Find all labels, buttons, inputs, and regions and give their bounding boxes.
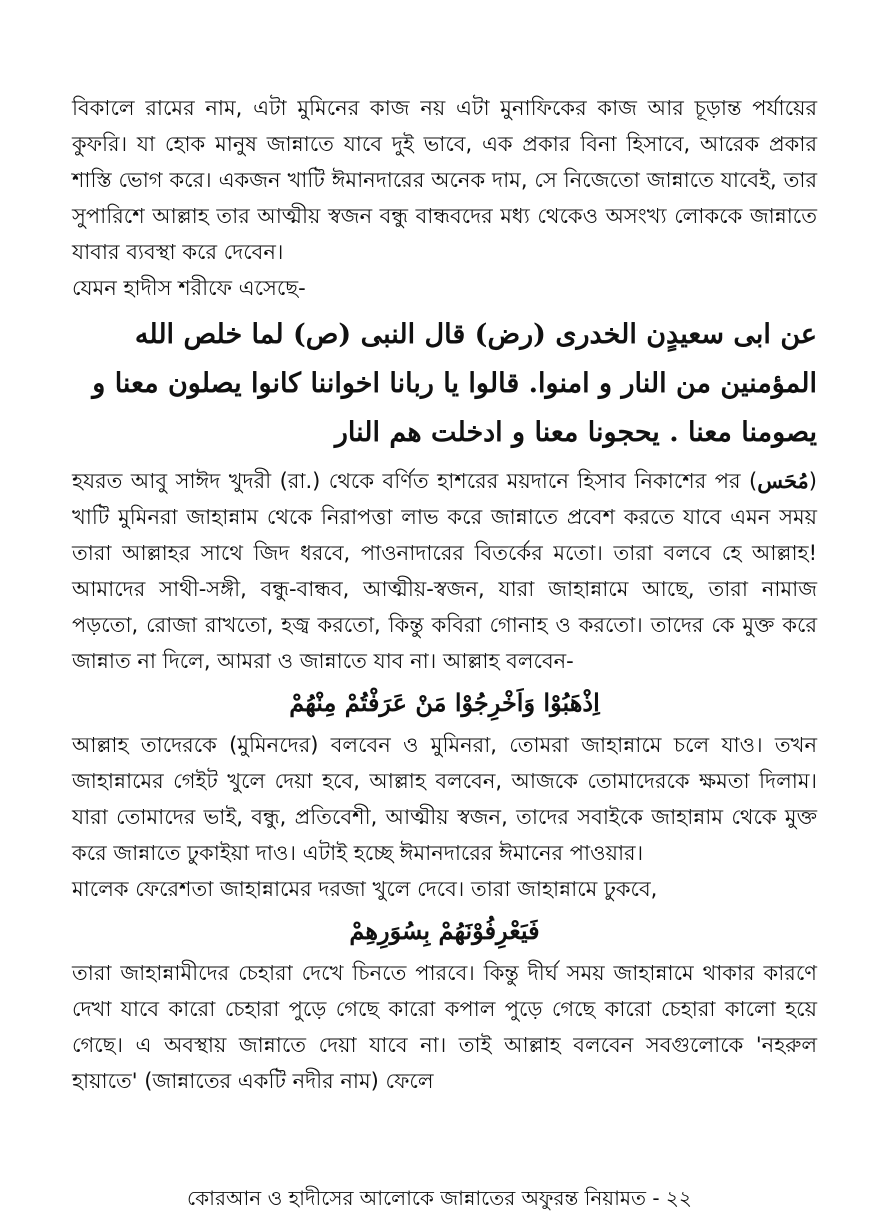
inline-arabic-term: مُحَس [757, 468, 809, 493]
page-body [72, 90, 817, 1099]
arabic-quote-2: اِذْهَبُوْا وَاَخْرِجُوْا مَنْ عَرَفْتُمْ مِنْهُمْ [289, 688, 600, 717]
paragraph-recognize: তারা জাহান্নামীদের চেহারা দেখে চিনতে পারবে। কিন্তু দীর্ঘ সময় জাহান্নামে থাকার কারণে দেখা যাবে কারো চেহারা পুড়ে গেছে কারো কপাল পুড়ে গেছে কারো চেহারা কালো হয়ে গেছে। এ অবস্থায় জান্নাতে দেয়া যাবে না। তাই আল্লাহ বলবেন সবগুলোকে 'নহরুল হায়াতে' (জান্নাতের একটি নদীর নাম) ফেলে [72, 961, 817, 1093]
paragraph-hadith-intro: যেমন হাদীস শরীফে এসেছে- [72, 276, 306, 300]
page-footer: কোরআন ও হাদীসের আলোকে জান্নাতের অফুরন্ত নিয়ামত - ২২ [187, 1186, 692, 1210]
translation-part-a: হযরত আবু সাঈদ খুদরী (রা.) থেকে বর্ণিত হাশরের ময়দানে হিসাব নিকাশের পর ( [72, 469, 758, 493]
arabic-hadith-text: عن ابى سعيدٍن الخدرى (رض) قال النبى (ص) لما خلص الله المؤمنين من النار و امنوا. قالوا يا ربانا اخواننا كانوا يصلون معنا و يصومنا معنا . يحجونا معنا و ادخلت هم النار [92, 319, 817, 448]
arabic-quote-3: فَيَعْرِفُوْنَهُمْ بِسُوَرِهِمْ [349, 916, 540, 945]
paragraph-malek: মালেক ফেরেশতা জাহান্নামের দরজা খুলে দেবে। তারা জাহান্নামে ঢুকবে, [72, 877, 658, 901]
paragraph-hadith-translation [72, 463, 817, 679]
paragraph-intro: বিকালে রামের নাম, এটা মুমিনের কাজ নয় এটা মুনাফিকের কাজ আর চূড়ান্ত পর্যায়ের কুফরি। যা হোক মানুষ জান্নাতে যাবে দুই ভাবে, এক প্রকার বিনা হিসাবে, আরেক প্রকার শাস্তি ভোগ করে। একজন খাটি ঈমানদারের অনেক দাম, সে নিজেতো জান্নাতে যাবেই, তার সুপারিশে আল্লাহ তার আত্মীয় স্বজন বন্ধু বান্ধবদের মধ্য থেকেও অসংখ্য লোককে জান্নাতে যাবার ব্যবস্থা করে দেবেন। [72, 96, 817, 264]
paragraph-allah-says: আল্লাহ তাদেরকে (মুমিনদের) বলবেন ও মুমিনরা, তোমরা জাহান্নামে চলে যাও। তখন জাহান্নামের গেইট খুলে দেয়া হবে, আল্লাহ বলবেন, আজকে তোমাদেরকে ক্ষমতা দিলাম। যারা তোমাদের ভাই, বন্ধু, প্রতিবেশী, আত্মীয় স্বজন, তাদের সবাইকে জাহান্নাম থেকে মুক্ত করে জান্নাতে ঢুকাইয়া দাও। এটাই হচ্ছে ঈমানদারের ঈমানের পাওয়ার। [72, 733, 817, 865]
translation-part-b: ) খাটি মুমিনরা জাহান্নাম থেকে নিরাপত্তা লাভ করে জান্নাতে প্রবেশ করতে যাবে এমন সময় তারা আল্লাহর সাথে জিদ ধরবে, পাওনাদারের বিতর্কের মতো। তারা বলবে হে আল্লাহ! আমাদের সাথী-সঙ্গী, বন্ধু-বান্ধব, আত্মীয়-স্বজন, যারা জাহান্নামে আছে, তারা নামাজ পড়তো, রোজা রাখতো, হজ্ব করতো, কিন্তু কবিরা গোনাহ ও করতো। তাদের কে মুক্ত করে জান্নাত না দিলে, আমরা ও জান্নাতে যাব না। আল্লাহ বলবেন- [72, 469, 817, 673]
